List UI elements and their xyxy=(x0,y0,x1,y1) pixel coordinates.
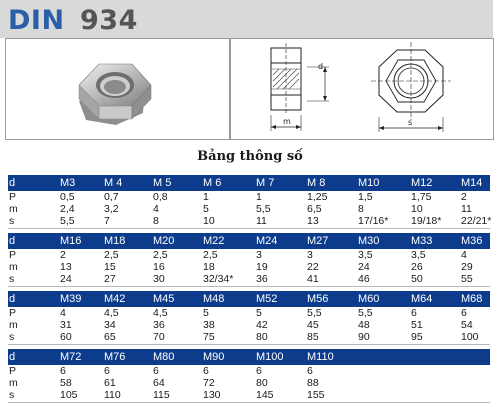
table-cell: 6 xyxy=(153,365,159,377)
table-cell: 4,5 xyxy=(104,307,119,319)
size-header-cell: M 5 xyxy=(153,177,172,189)
table-cell: 88 xyxy=(307,377,319,389)
size-header-cell: M 6 xyxy=(203,177,222,189)
table-header-row xyxy=(8,291,490,307)
table-cell: 95 xyxy=(411,331,423,343)
table-cell: 2 xyxy=(60,249,66,261)
table-cell: 2 xyxy=(461,191,467,203)
table-cell: 4 xyxy=(461,249,467,261)
title-banner xyxy=(0,0,493,38)
size-header-cell: M52 xyxy=(256,293,278,305)
header-label-d: d xyxy=(9,351,16,363)
table-cell: 72 xyxy=(203,377,215,389)
size-header-cell: M20 xyxy=(153,235,175,247)
table-cell: 4 xyxy=(60,307,66,319)
size-header-cell: M56 xyxy=(307,293,329,305)
table-cell: 85 xyxy=(307,331,319,343)
size-header-cell: M 4 xyxy=(104,177,123,189)
row-label-s: s xyxy=(9,331,15,343)
table-cell: 5,5 xyxy=(358,307,373,319)
table-cell: 3,5 xyxy=(411,249,426,261)
table-row-m xyxy=(8,203,490,215)
table-cell: 26 xyxy=(411,261,423,273)
table-cell: 55 xyxy=(461,273,473,285)
table-row-s xyxy=(8,273,490,285)
size-header-cell: M90 xyxy=(203,351,225,363)
table-cell: 30 xyxy=(153,273,165,285)
table-cell: 22 xyxy=(307,261,319,273)
table-cell: 24 xyxy=(60,273,72,285)
table-cell: 5,5 xyxy=(60,215,75,227)
table-cell: 4,5 xyxy=(153,307,168,319)
table-cell: 5 xyxy=(256,307,262,319)
table-cell: 2,4 xyxy=(60,203,75,215)
table-row-s xyxy=(8,331,490,343)
size-header-cell: M42 xyxy=(104,293,126,305)
table-cell: 5,5 xyxy=(256,203,271,215)
table-cell: 15 xyxy=(104,261,116,273)
size-header-cell: M48 xyxy=(203,293,225,305)
table-row-p xyxy=(8,191,490,203)
table-row-p xyxy=(8,249,490,261)
table-cell: 17/16* xyxy=(358,215,389,227)
row-label-m: m xyxy=(9,261,18,273)
table-header-row xyxy=(8,175,490,191)
table-divider xyxy=(8,402,490,403)
table-cell: 8 xyxy=(153,215,159,227)
table-cell: 10 xyxy=(203,215,215,227)
table-cell: 36 xyxy=(153,319,165,331)
table-cell: 5 xyxy=(203,203,209,215)
dim-s-label: s xyxy=(408,118,413,127)
spec-table-4 xyxy=(8,349,490,401)
table-row-m xyxy=(8,261,490,273)
size-header-cell: M 8 xyxy=(307,177,326,189)
title-prefix: DIN xyxy=(8,5,65,36)
size-header-cell: M45 xyxy=(153,293,175,305)
table-row-s xyxy=(8,389,490,401)
table-cell: 60 xyxy=(60,331,72,343)
size-header-cell: M10 xyxy=(358,177,380,189)
spec-table-2 xyxy=(8,233,490,285)
table-cell: 41 xyxy=(307,273,319,285)
table-row-s xyxy=(8,215,490,227)
size-header-cell: M72 xyxy=(60,351,82,363)
row-label-s: s xyxy=(9,273,15,285)
table-cell: 155 xyxy=(307,389,325,401)
table-divider xyxy=(8,286,490,287)
table-cell: 5 xyxy=(203,307,209,319)
row-label-m: m xyxy=(9,377,18,389)
spec-table-3 xyxy=(8,291,490,343)
table-cell: 80 xyxy=(256,377,268,389)
table-cell: 3 xyxy=(307,249,313,261)
table-cell: 42 xyxy=(256,319,268,331)
size-header-cell: M100 xyxy=(256,351,284,363)
table-cell: 110 xyxy=(104,389,121,401)
table-cell: 80 xyxy=(256,331,268,343)
row-label-m: m xyxy=(9,203,18,215)
table-cell: 1,75 xyxy=(411,191,432,203)
table-cell: 22/21* xyxy=(461,215,492,227)
table-cell: 13 xyxy=(307,215,319,227)
table-cell: 19 xyxy=(256,261,268,273)
table-cell: 34 xyxy=(104,319,116,331)
table-cell: 1,5 xyxy=(358,191,373,203)
table-divider xyxy=(8,228,490,229)
table-row-m xyxy=(8,319,490,331)
table-cell: 36 xyxy=(256,273,268,285)
table-cell: 8 xyxy=(358,203,364,215)
table-cell: 64 xyxy=(153,377,165,389)
title-number: 934 xyxy=(80,5,138,36)
table-cell: 48 xyxy=(358,319,370,331)
size-header-cell: M80 xyxy=(153,351,175,363)
table-cell: 145 xyxy=(256,389,274,401)
table-cell: 10 xyxy=(411,203,423,215)
table-cell: 29 xyxy=(461,261,473,273)
table-cell: 65 xyxy=(104,331,116,343)
table-cell: 3,5 xyxy=(358,249,373,261)
table-cell: 13 xyxy=(60,261,72,273)
table-cell: 70 xyxy=(153,331,165,343)
table-cell: 16 xyxy=(153,261,165,273)
size-header-cell: M68 xyxy=(461,293,483,305)
size-header-cell: M76 xyxy=(104,351,126,363)
size-header-cell: M12 xyxy=(411,177,433,189)
table-cell: 0,8 xyxy=(153,191,168,203)
table-cell: 58 xyxy=(60,377,72,389)
table-cell: 50 xyxy=(411,273,423,285)
table-cell: 6 xyxy=(60,365,66,377)
row-label-p: P xyxy=(9,307,17,319)
table-row-p xyxy=(8,307,490,319)
size-header-cell: M110 xyxy=(307,351,334,363)
table-cell: 0,7 xyxy=(104,191,119,203)
size-header-cell: M64 xyxy=(411,293,433,305)
header-label-d: d xyxy=(9,235,16,247)
nut-photo-panel xyxy=(5,38,230,140)
section-title: Bảng thông số xyxy=(197,149,303,164)
table-cell: 45 xyxy=(307,319,319,331)
table-cell: 31 xyxy=(60,319,72,331)
table-cell: 38 xyxy=(203,319,215,331)
table-header-row xyxy=(8,349,490,365)
table-cell: 5,5 xyxy=(307,307,322,319)
table-cell: 6,5 xyxy=(307,203,322,215)
table-cell: 1 xyxy=(256,191,262,203)
dim-m-label: m xyxy=(283,117,291,126)
dim-d-label: d xyxy=(318,62,324,71)
hex-nut-technical-drawing xyxy=(231,39,493,139)
row-label-p: P xyxy=(9,365,17,377)
table-cell: 6 xyxy=(307,365,313,377)
table-cell: 6 xyxy=(461,307,467,319)
hex-nut-photo xyxy=(6,39,229,139)
row-label-s: s xyxy=(9,389,15,401)
size-header-cell: M22 xyxy=(203,235,225,247)
table-cell: 2,5 xyxy=(153,249,168,261)
row-label-m: m xyxy=(9,319,18,331)
table-cell: 27 xyxy=(104,273,116,285)
table-cell: 75 xyxy=(203,331,215,343)
size-header-cell: M24 xyxy=(256,235,278,247)
size-header-cell: M27 xyxy=(307,235,329,247)
table-cell: 4 xyxy=(153,203,159,215)
table-divider xyxy=(8,344,490,345)
size-header-cell: M33 xyxy=(411,235,433,247)
table-cell: 32/34* xyxy=(203,273,234,285)
size-header-cell: M39 xyxy=(60,293,82,305)
table-cell: 19/18* xyxy=(411,215,442,227)
table-row-m xyxy=(8,377,490,389)
table-cell: 0,5 xyxy=(60,191,75,203)
table-cell: 7 xyxy=(104,215,110,227)
table-cell: 18 xyxy=(203,261,215,273)
table-cell: 90 xyxy=(358,331,370,343)
size-header-cell: M3 xyxy=(60,177,76,189)
row-label-s: s xyxy=(9,215,15,227)
table-cell: 3 xyxy=(256,249,262,261)
table-cell: 130 xyxy=(203,389,221,401)
table-cell: 6 xyxy=(411,307,417,319)
size-header-cell: M16 xyxy=(60,235,82,247)
table-cell: 54 xyxy=(461,319,473,331)
table-cell: 24 xyxy=(358,261,370,273)
table-cell: 105 xyxy=(60,389,78,401)
table-row-p xyxy=(8,365,490,377)
table-cell: 51 xyxy=(411,319,423,331)
size-header-cell: M18 xyxy=(104,235,126,247)
table-cell: 1 xyxy=(203,191,209,203)
size-header-cell: M36 xyxy=(461,235,483,247)
table-cell: 11 xyxy=(461,203,472,215)
table-cell: 11 xyxy=(256,215,267,227)
table-cell: 100 xyxy=(461,331,479,343)
header-label-d: d xyxy=(9,177,16,189)
size-header-cell: M60 xyxy=(358,293,380,305)
header-label-d: d xyxy=(9,293,16,305)
size-header-cell: M 7 xyxy=(256,177,275,189)
row-label-p: P xyxy=(9,249,17,261)
table-cell: 6 xyxy=(256,365,262,377)
table-cell: 61 xyxy=(104,377,116,389)
table-cell: 3,2 xyxy=(104,203,119,215)
table-cell: 2,5 xyxy=(104,249,119,261)
table-cell: 46 xyxy=(358,273,370,285)
row-label-p: P xyxy=(9,191,17,203)
size-header-cell: M30 xyxy=(358,235,380,247)
table-cell: 1,25 xyxy=(307,191,328,203)
table-cell: 2,5 xyxy=(203,249,218,261)
table-cell: 6 xyxy=(203,365,209,377)
table-header-row xyxy=(8,233,490,249)
table-cell: 6 xyxy=(104,365,110,377)
table-cell: 115 xyxy=(153,389,170,401)
size-header-cell: M14 xyxy=(461,177,483,189)
nut-drawing-panel xyxy=(230,38,494,140)
spec-table-1 xyxy=(8,175,490,227)
